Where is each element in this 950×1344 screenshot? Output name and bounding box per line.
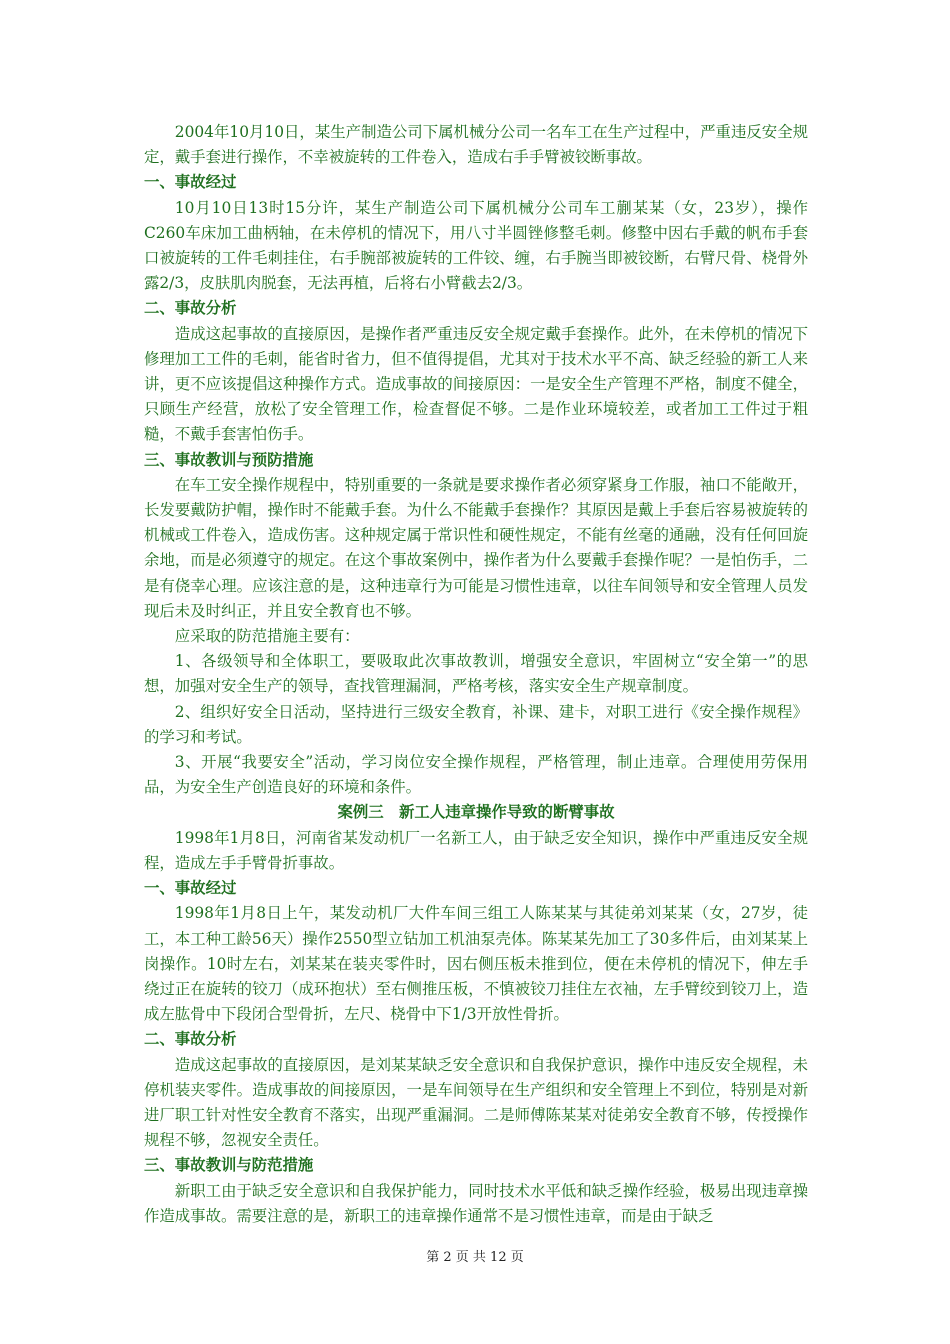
measure-item-1: 1、各级领导和全体职工，要吸取此次事故教训，增强安全意识，牢固树立“安全第一”的思想，加强对安全生产的领导，查找管理漏洞，严格考核，落实安全生产规章制度。 — [144, 652, 808, 696]
document-body — [144, 120, 808, 1229]
case3-intro-paragraph: 1998年1月8日，河南省某发动机厂一名新工人，由于缺乏安全知识，操作中严重违反安全规程，造成左手手臂骨折事故。 — [144, 828, 808, 872]
paragraph-accident-analysis: 造成这起事故的直接原因，是操作者严重违反安全规定戴手套操作。此外，在未停机的情况下修理加工工件的毛刺，能省时省力，但不值得提倡，尤其对于技术水平不高、缺乏经验的新工人来讲，更不应该提倡这种操作方式。造成事故的间接原因：一是安全生产管理不严格，制度不健全，只顾生产经营，放松了安全管理工作，检查督促不够。二是作业环境较差，或者加工工件过于粗糙，不戴手套害怕伤手。 — [144, 324, 808, 444]
section-heading-accident-process: 一、事故经过 — [144, 173, 237, 192]
case-title: 案例三 新工人违章操作导致的断臂事故 — [337, 803, 615, 822]
page-footer: 第 2 页 共 12 页 — [426, 1250, 524, 1265]
measure-item-3: 3、开展“我要安全”活动，学习岗位安全操作规程，严格管理，制止违章。合理使用劳保用品，为安全生产创造良好的环境和条件。 — [144, 753, 808, 797]
intro-paragraph: 2004年10月10日，某生产制造公司下属机械分公司一名车工在生产过程中，严重违反安全规定，戴手套进行操作，不幸被旋转的工件卷入，造成右手手臂被铰断事故。 — [144, 123, 808, 167]
paragraph-accident-process: 10月10日13时15分许，某生产制造公司下属机械分公司车工蒯某某（女，23岁），操作C260车床加工曲柄轴，在未停机的情况下，用八寸半圆锉修整毛刺。修整中因右手戴的帆布手套口被旋转的工件毛刺挂住，右手腕部被旋转的工件铰、缠，右手腕当即被铰断，右臂尺骨、桡骨外露2/3，皮肤肌肉脱套，无法再植，后将右小臂截去2/3。 — [144, 198, 808, 293]
section-heading-accident-analysis: 二、事故分析 — [144, 299, 237, 318]
section-heading-lessons: 三、事故教训与预防措施 — [144, 450, 314, 469]
measure-item-2: 2、组织好安全日活动，坚持进行三级安全教育，补课、建卡，对职工进行《安全操作规程》的学习和考试。 — [144, 702, 808, 746]
case3-paragraph-lessons: 新职工由于缺乏安全意识和自我保护能力，同时技术水平低和缺乏操作经验，极易出现违章操作造成事故。需要注意的是，新职工的违章操作通常不是习惯性违章，而是由于缺乏 — [144, 1181, 808, 1225]
case3-heading-accident-process: 一、事故经过 — [144, 879, 237, 898]
case3-paragraph-accident-analysis: 造成这起事故的直接原因，是刘某某缺乏安全意识和自我保护意识，操作中违反安全规程，未停机装夹零件。造成事故的间接原因，一是车间领导在生产组织和安全管理上不到位，特别是对新进厂职工针对性安全教育不落实，出现严重漏洞。二是师傅陈某某对徒弟安全教育不够，传授操作规程不够，忽视安全责任。 — [144, 1055, 808, 1150]
case3-heading-lessons: 三、事故教训与防范措施 — [144, 1156, 314, 1175]
case3-paragraph-accident-process: 1998年1月8日上午，某发动机厂大件车间三组工人陈某某与其徒弟刘某某（女，27岁，徒工，本工种工龄56天）操作2550型立钻加工机油泵壳体。陈某某先加工了30多件后，由刘某某上岗操作。10时左右，刘某某在装夹零件时，因右侧压板未推到位，便在未停机的情况下，伸左手绕过正在旋转的铰刀（成环抱状）至右侧推压板，不慎被铰刀挂住左衣袖，左手臂绞到铰刀上，造成左肱骨中下段闭合型骨折，左尺、桡骨中下1/3开放性骨折。 — [144, 904, 808, 1024]
paragraph-lessons: 在车工安全操作规程中，特别重要的一条就是要求操作者必须穿紧身工作服，袖口不能敞开，长发要戴防护帽，操作时不能戴手套。为什么不能戴手套操作？其原因是戴上手套后容易被旋转的机械或工件卷入，造成伤害。这种规定属于常识性和硬性规定，不能有丝毫的通融，没有任何回旋余地，而是必须遵守的规定。在这个事故案例中，操作者为什么要戴手套操作呢？一是怕伤手，二是有侥幸心理。应该注意的是，这种违章行为可能是习惯性违章，以往车间领导和安全管理人员发现后未及时纠正，并且安全教育也不够。 — [144, 475, 808, 620]
case3-heading-accident-analysis: 二、事故分析 — [144, 1030, 237, 1049]
paragraph-measures-intro: 应采取的防范措施主要有： — [174, 627, 360, 646]
